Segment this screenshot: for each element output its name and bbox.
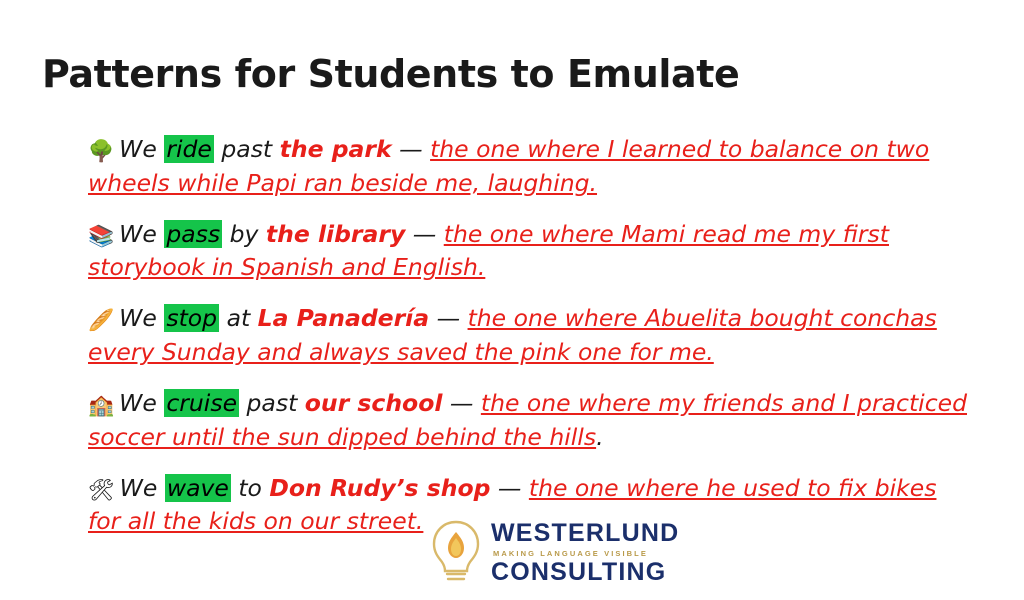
line-mid: past xyxy=(239,388,305,417)
em-dash: — xyxy=(490,473,529,502)
list-item xyxy=(88,302,968,370)
verb-highlight: stop xyxy=(166,304,218,333)
place-phrase: our school xyxy=(304,388,443,417)
relative-clause: the one where I learned to balance on two wheels while Papi ran beside me, laughing. xyxy=(88,135,930,197)
relative-clause: the one where my friends and I practiced soccer until the sun dipped behind the hills xyxy=(88,388,967,451)
place-phrase: the library xyxy=(265,219,406,248)
em-dash: — xyxy=(429,304,468,333)
verb-highlight: wave xyxy=(166,473,229,502)
relative-clause: the one where he used to fix bikes for all the kids on our street. xyxy=(88,473,937,536)
line-mid: by xyxy=(222,219,266,248)
tools-icon: 🛠 xyxy=(88,477,115,502)
line-lead: We xyxy=(119,219,165,248)
line-mid: at xyxy=(219,304,258,333)
books-icon: 📚 xyxy=(88,223,115,248)
logo-top-word: WESTERLUND xyxy=(491,519,680,547)
em-dash: — xyxy=(405,219,444,248)
line-lead: We xyxy=(119,304,165,333)
logo-tagline: MAKING LANGUAGE VISIBLE xyxy=(493,549,648,558)
sentence-pattern-list xyxy=(88,133,968,556)
westerlund-consulting-logo xyxy=(425,516,680,586)
list-item xyxy=(88,387,968,455)
line-mid: to xyxy=(230,473,270,502)
verb-highlight: pass xyxy=(166,219,221,248)
place-phrase: La Panadería xyxy=(257,304,430,333)
school-icon: 🏫 xyxy=(88,392,115,417)
em-dash: — xyxy=(442,388,481,417)
list-item xyxy=(88,133,968,201)
lightbulb-icon xyxy=(425,518,487,584)
place-phrase: Don Rudy’s shop xyxy=(269,473,491,502)
logo-wordmark xyxy=(491,521,679,585)
line-lead: We xyxy=(119,388,165,417)
logo-bottom-word: CONSULTING xyxy=(491,558,667,586)
tree-icon: 🌳 xyxy=(88,139,115,163)
relative-clause: the one where Mami read me my first storybook in Spanish and English. xyxy=(88,219,889,282)
verb-highlight: cruise xyxy=(166,388,238,417)
page-title: Patterns for Students to Emulate xyxy=(42,52,740,96)
list-item xyxy=(88,218,968,286)
line-mid: past xyxy=(213,135,280,163)
em-dash: — xyxy=(391,135,431,163)
line-tail: . xyxy=(596,422,604,451)
verb-highlight: ride xyxy=(166,135,212,163)
line-lead: We xyxy=(119,473,165,502)
place-phrase: the park xyxy=(279,135,392,163)
line-lead: We xyxy=(119,135,165,163)
bread-icon: 🥖 xyxy=(88,308,115,333)
relative-clause: the one where Abuelita bought conchas every Sunday and always saved the pink one for me. xyxy=(88,304,937,367)
